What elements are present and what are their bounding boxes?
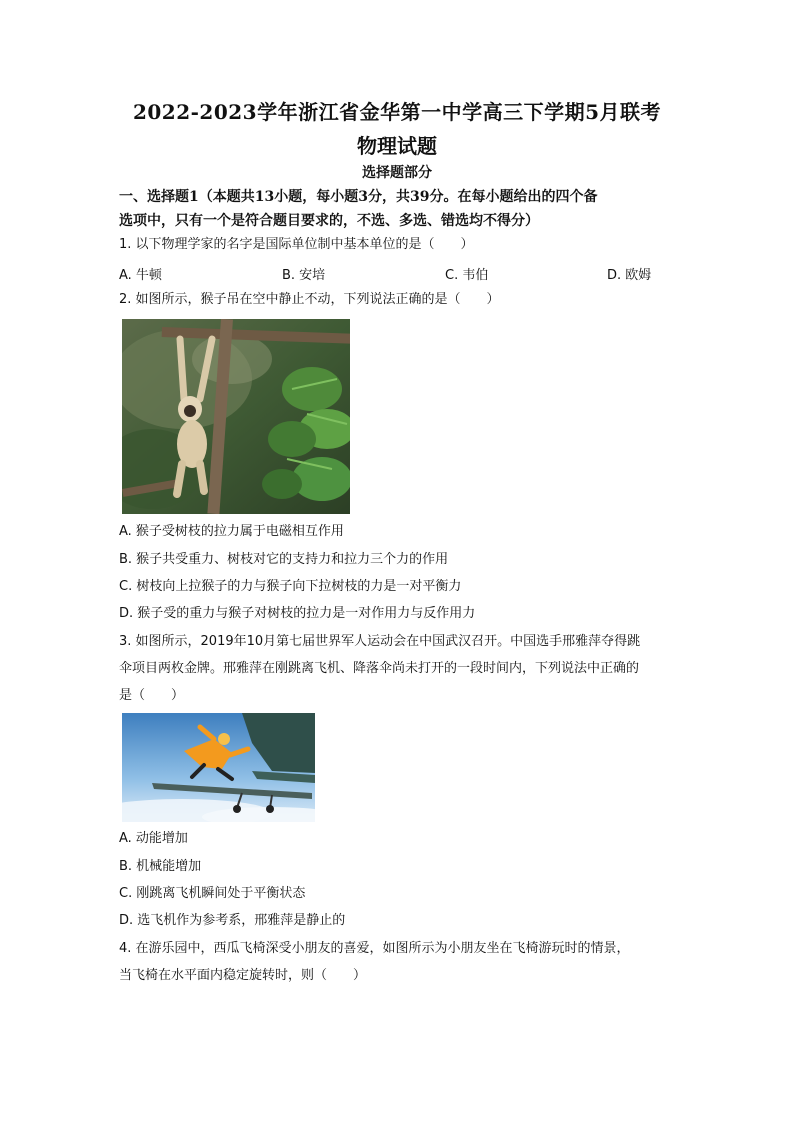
monkey-photo [122, 319, 350, 514]
skydiver-illustration [122, 713, 315, 822]
section1-instructions-line1: 一、选择题1（本题共13小题，每小题3分，共39分。在每小题给出的四个备 [119, 189, 598, 205]
q3-option-b: B. 机械能增加 [119, 859, 202, 874]
q2-option-b: B. 猴子共受重力、树枝对它的支持力和拉力三个力的作用 [119, 552, 449, 567]
q4-stem-line2: 当飞椅在水平面内稳定旋转时，则（ ） [119, 968, 367, 983]
monkey-illustration [122, 319, 350, 514]
section-heading: 选择题部分 [362, 165, 432, 181]
q4-stem-line1: 4. 在游乐园中，西瓜飞椅深受小朋友的喜爱，如图所示为小朋友坐在飞椅游玩时的情景， [119, 941, 630, 956]
exam-subject: 物理试题 [357, 134, 437, 158]
q3-stem-line1: 3. 如图所示，2019年10月第七届世界军人运动会在中国武汉召开。中国选手邢雅萍夺得跳 [119, 634, 641, 649]
q3-option-d: D. 选飞机作为参考系，邢雅萍是静止的 [119, 913, 346, 928]
q2-option-a: A. 猴子受树枝的拉力属于电磁相互作用 [119, 524, 344, 539]
q2-stem: 2. 如图所示，猴子吊在空中静止不动，下列说法正确的是（ ） [119, 292, 500, 307]
q3-stem-line2: 伞项目两枚金牌。邢雅萍在刚跳离飞机、降落伞尚未打开的一段时间内，下列说法中正确的 [119, 661, 640, 676]
exam-title: 2022-2023学年浙江省金华第一中学高三下学期5月联考 [132, 100, 662, 124]
section1-instructions-line2: 选项中，只有一个是符合题目要求的，不选、多选、错选均不得分） [119, 213, 539, 229]
q3-option-a: A. 动能增加 [119, 831, 188, 846]
q3-option-c: C. 刚跳离飞机瞬间处于平衡状态 [119, 886, 306, 901]
q3-stem-line3: 是（ ） [119, 688, 185, 703]
q2-option-c: C. 树枝向上拉猴子的力与猴子向下拉树枝的力是一对平衡力 [119, 579, 462, 594]
q1-option-d: D. 欧姆 [607, 268, 652, 283]
q1-stem: 1. 以下物理学家的名字是国际单位制中基本单位的是（ ） [119, 237, 474, 252]
q1-option-a: A. 牛顿 [119, 268, 162, 283]
q1-option-b: B. 安培 [282, 268, 326, 283]
q1-option-c: C. 韦伯 [445, 268, 489, 283]
q2-option-d: D. 猴子受的重力与猴子对树枝的拉力是一对作用力与反作用力 [119, 606, 476, 621]
skydiver-photo [122, 713, 315, 822]
